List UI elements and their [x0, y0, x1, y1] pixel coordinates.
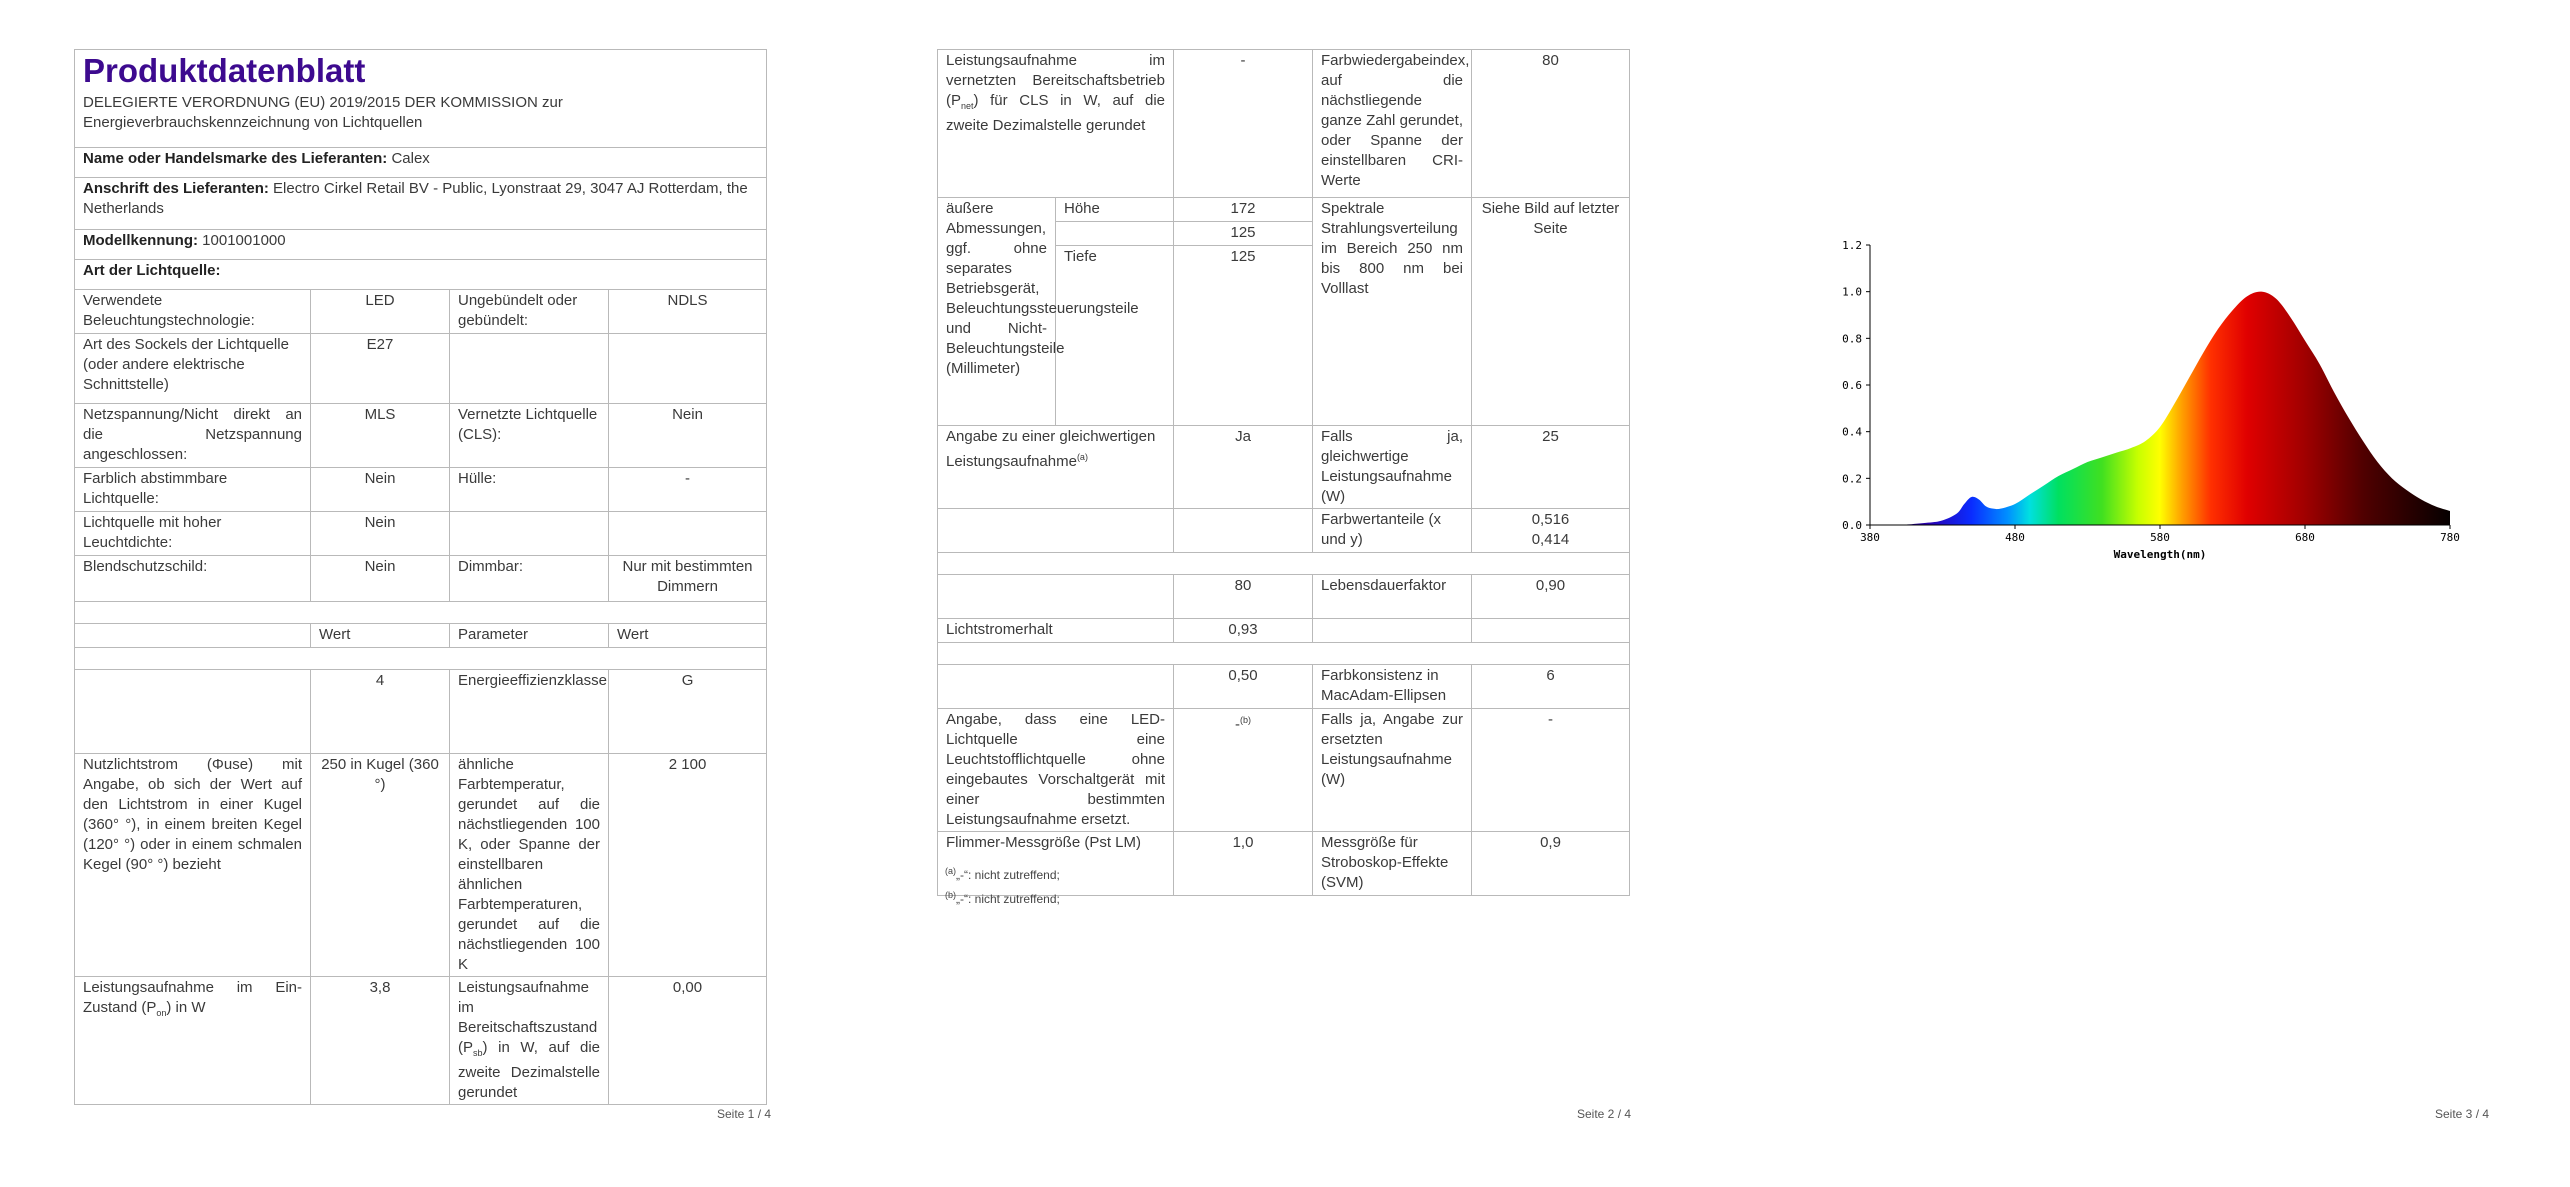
- table-row: [75, 512, 767, 556]
- table-row: [938, 665, 1630, 709]
- x-tick-label: 380: [1860, 531, 1880, 544]
- empty-cell: [938, 665, 1174, 709]
- pnet-label: [938, 50, 1174, 198]
- table-row: [75, 754, 767, 977]
- led-label: Angabe, dass eine LED-Lichtquelle eine Leuchtstofflichtquelle ohne eingebautes Vorschaltgerät mit einer bestimmten Leistungsaufnahme ersetzt.: [938, 709, 1174, 832]
- energy-class-label: Energieeffizienzklasse: [450, 670, 609, 754]
- model-row: [75, 230, 767, 260]
- supplier-name-label: Name oder Handelsmarke des Lieferanten:: [83, 150, 388, 167]
- cri-label: Farbwiedergabeindex, auf die nächstliegende ganze Zahl gerundet, oder Spanne der einstellbaren CRI-Werte: [1313, 50, 1472, 198]
- r80-value: 80: [1174, 575, 1313, 619]
- spectrum-chart: [1810, 228, 2570, 578]
- y-tick-label: 0.8: [1842, 332, 1862, 346]
- equiv-label: [938, 426, 1174, 509]
- footnote-b-mark: (b): [945, 890, 956, 900]
- param-label: Netzspannung/Nicht direkt an die Netzspannung angeschlossen:: [75, 404, 311, 468]
- supplier-name-row: [75, 148, 767, 178]
- footnote-a-text: „-“: nicht zutreffend;: [956, 868, 1060, 882]
- pnet-sub: net: [961, 101, 974, 111]
- param-label: Lichtquelle mit hoher Leuchtdichte:: [75, 512, 311, 556]
- param-label: [450, 512, 609, 556]
- footnote-a-mark: (a): [945, 866, 956, 876]
- life-label: Lebensdauerfaktor: [1313, 575, 1472, 619]
- page-title: Produktdatenblatt: [83, 52, 366, 89]
- width-value: 125: [1174, 222, 1313, 246]
- table-row: [75, 404, 767, 468]
- cons-value: 0,50: [1174, 665, 1313, 709]
- model-id: 1001001000: [202, 232, 286, 249]
- type-row: [75, 260, 767, 290]
- table-header-row: [75, 624, 767, 648]
- param-value: -: [609, 468, 767, 512]
- param-value: MLS: [311, 404, 450, 468]
- table-row: [75, 468, 767, 512]
- x-tick-label: 580: [2150, 531, 2170, 544]
- table-row: [938, 619, 1630, 643]
- param-label: Ungebündelt oder gebündelt:: [450, 290, 609, 334]
- pon-value: 3,8: [311, 977, 450, 1105]
- flux-label: Nutzlichtstrom (Φuse) mit Angabe, ob sich der Wert auf den Lichtstrom in einer Kugel (360° °), in einem breiten Kegel (120° °) oder in einem schmalen Kegel (90° °) bezieht: [75, 754, 311, 977]
- depth-label: Tiefe: [1056, 246, 1174, 426]
- param-label: Verwendete Beleuchtungstechnologie:: [75, 290, 311, 334]
- regulation-text: DELEGIERTE VERORDNUNG (EU) 2019/2015 DER KOMMISSION zur Energieverbrauchskennzeichnung von Lichtquellen: [83, 94, 563, 131]
- supplier-address: Electro Cirkel Retail BV - Public, Lyonstraat 29, 3047 AJ Rotterdam, the Netherlands: [83, 180, 748, 217]
- cri-value: 80: [1472, 50, 1630, 198]
- energy-value: 4: [311, 670, 450, 754]
- footnote-a: [945, 864, 1060, 882]
- x-tick-label: 480: [2005, 531, 2025, 544]
- y-tick-label: 0.4: [1842, 425, 1862, 439]
- replaced-label: Falls ja, Angabe zur ersetzten Leistungsaufnahme (W): [1313, 709, 1472, 832]
- title-cell: [75, 50, 767, 148]
- page-number: Seite 2 / 4: [1577, 1107, 1632, 1121]
- table-row: [938, 709, 1630, 832]
- supplier-address-label: Anschrift des Lieferanten:: [83, 180, 269, 197]
- led-sup: (b): [1240, 715, 1251, 725]
- page-number: Seite 1 / 4: [717, 1107, 772, 1121]
- pon-sub: on: [156, 1008, 167, 1018]
- chroma-y: 0,414: [1531, 531, 1570, 548]
- x-axis-label: Wavelength(nm): [2113, 548, 2207, 561]
- header-wert: Wert: [311, 624, 450, 648]
- table-row: [938, 509, 1630, 553]
- table-row: [938, 50, 1630, 198]
- chroma-x: 0,516: [1531, 511, 1570, 528]
- chroma-value: [1472, 509, 1630, 553]
- empty-cell: [938, 575, 1174, 619]
- table-row: [938, 198, 1630, 222]
- spd-label: Spektrale Strahlungsverteilung im Bereich 250 nm bis 800 nm bei Volllast: [1313, 198, 1472, 426]
- param-label: Blendschutzschild:: [75, 556, 311, 602]
- table-row: [75, 670, 767, 754]
- x-tick-label: 680: [2295, 531, 2315, 544]
- param-value: Nur mit bestimmten Dimmern: [609, 556, 767, 602]
- param-label: Art des Sockels der Lichtquelle (oder andere elektrische Schnittstelle): [75, 334, 311, 404]
- equiv-label-text: Angabe zu einer gleichwertigen Leistungsaufnahme: [946, 428, 1156, 470]
- x-tick-label: 780: [2440, 531, 2460, 544]
- param-label: [450, 334, 609, 404]
- cons-label: Farbkonsistenz in MacAdam-Ellipsen: [1313, 665, 1472, 709]
- pnet-value: -: [1174, 50, 1313, 198]
- flux-value: 250 in Kugel (360 °): [311, 754, 450, 977]
- maint-value: 0,93: [1174, 619, 1313, 643]
- datasheet-table-page-1: [74, 49, 767, 1105]
- header-empty: [75, 624, 311, 648]
- psb-value: 0,00: [609, 977, 767, 1105]
- height-label: Höhe: [1056, 198, 1174, 222]
- led-value-text: -: [1235, 716, 1240, 733]
- param-value: NDLS: [609, 290, 767, 334]
- pnet-label-unit: ) für CLS in W, auf die zweite Dezimalstelle gerundet: [946, 92, 1165, 134]
- param-value: Nein: [311, 512, 450, 556]
- empty-row: [75, 602, 767, 624]
- equiv-power-label: Falls ja, gleichwertige Leistungsaufnahme (W): [1313, 426, 1472, 509]
- footnote-b: [945, 888, 1060, 906]
- maint-label: Lichtstromerhalt: [938, 619, 1174, 643]
- table-row: [75, 334, 767, 404]
- table-row: [75, 977, 767, 1105]
- header-parameter: Parameter: [450, 624, 609, 648]
- header-wert-2: Wert: [609, 624, 767, 648]
- flicker-label: Flimmer-Messgröße (Pst LM): [938, 832, 1174, 896]
- dims-label: äußere Abmessungen, ggf. ohne separates Betriebsgerät, Beleuchtungssteuerungsteile und Nicht-Beleuchtungsteile (Millimeter): [938, 198, 1056, 426]
- pon-label-unit: ) in W: [166, 999, 206, 1016]
- empty-cell: [1472, 619, 1630, 643]
- svm-label: Messgröße für Stroboskop-Effekte (SVM): [1313, 832, 1472, 896]
- page-2: [853, 0, 1706, 1187]
- model-label: Modellkennung:: [83, 232, 198, 249]
- param-value: [609, 512, 767, 556]
- param-value: [609, 334, 767, 404]
- page-1: [0, 0, 853, 1187]
- empty-cell: [1313, 619, 1472, 643]
- energy-class: G: [609, 670, 767, 754]
- param-value: Nein: [609, 404, 767, 468]
- y-tick-label: 1.2: [1842, 239, 1862, 252]
- flicker-value: 1,0: [1174, 832, 1313, 896]
- equiv-sup: (a): [1076, 452, 1088, 462]
- psb-label-unit: ) in W, auf die zweite Dezimalstelle gerundet: [458, 1039, 600, 1101]
- supplier-address-row: [75, 178, 767, 230]
- empty-row: [75, 648, 767, 670]
- pnet-label-text: Leistungsaufnahme im vernetzten Bereitschaftsbetrieb (P: [946, 52, 1165, 109]
- empty-cell: [75, 670, 311, 754]
- param-label: Hülle:: [450, 468, 609, 512]
- param-value: LED: [311, 290, 450, 334]
- spectrum-area: [1870, 292, 2450, 526]
- param-label: Vernetzte Lichtquelle (CLS):: [450, 404, 609, 468]
- type-label: Art der Lichtquelle:: [83, 262, 221, 279]
- psb-sub: sb: [473, 1048, 483, 1058]
- footnote-b-text: „-“: nicht zutreffend;: [956, 892, 1060, 906]
- depth-value: 125: [1174, 246, 1313, 426]
- y-tick-label: 0.2: [1842, 472, 1862, 486]
- param-value: Nein: [311, 468, 450, 512]
- equiv-power-value: 25: [1472, 426, 1630, 509]
- psb-label: [450, 977, 609, 1105]
- supplier-name: Calex: [391, 150, 430, 167]
- page-number: Seite 3 / 4: [2435, 1107, 2490, 1121]
- svm-value: 0,9: [1472, 832, 1630, 896]
- led-value: [1174, 709, 1313, 832]
- cct-value: 2 100: [609, 754, 767, 977]
- page-3: [1706, 0, 2560, 1187]
- y-tick-label: 0.6: [1842, 379, 1862, 392]
- height-value: 172: [1174, 198, 1313, 222]
- cct-label: ähnliche Farbtemperatur, gerundet auf die nächstliegenden 100 K, oder Spanne der einstellbaren ähnlichen Farbtemperaturen, gerundet auf die nächstliegenden 100 K: [450, 754, 609, 977]
- chroma-label: Farbwertanteile (x und y): [1313, 509, 1472, 553]
- empty-row: [938, 643, 1630, 665]
- replaced-value: -: [1472, 709, 1630, 832]
- cons-result: 6: [1472, 665, 1630, 709]
- empty-row: [938, 553, 1630, 575]
- pon-label-text: Leistungsaufnahme im Ein-Zustand (P: [83, 979, 302, 1016]
- spd-value: Siehe Bild auf letzter Seite: [1472, 198, 1630, 426]
- table-row: [75, 556, 767, 602]
- y-tick-label: 0.0: [1842, 519, 1862, 532]
- empty-cell: [938, 509, 1174, 553]
- pon-label: [75, 977, 311, 1105]
- psb-label-text: Leistungsaufnahme im Bereitschaftszustand (P: [458, 979, 598, 1056]
- datasheet-table-page-2: [937, 49, 1630, 896]
- table-row: [938, 426, 1630, 509]
- equiv-value: Ja: [1174, 426, 1313, 509]
- param-label: Farblich abstimmbare Lichtquelle:: [75, 468, 311, 512]
- table-row: [938, 575, 1630, 619]
- param-value: Nein: [311, 556, 450, 602]
- width-label: [1056, 222, 1174, 246]
- life-value: 0,90: [1472, 575, 1630, 619]
- y-tick-label: 1.0: [1842, 285, 1862, 299]
- empty-cell: [1174, 509, 1313, 553]
- param-label: Dimmbar:: [450, 556, 609, 602]
- table-row: [75, 290, 767, 334]
- param-value: E27: [311, 334, 450, 404]
